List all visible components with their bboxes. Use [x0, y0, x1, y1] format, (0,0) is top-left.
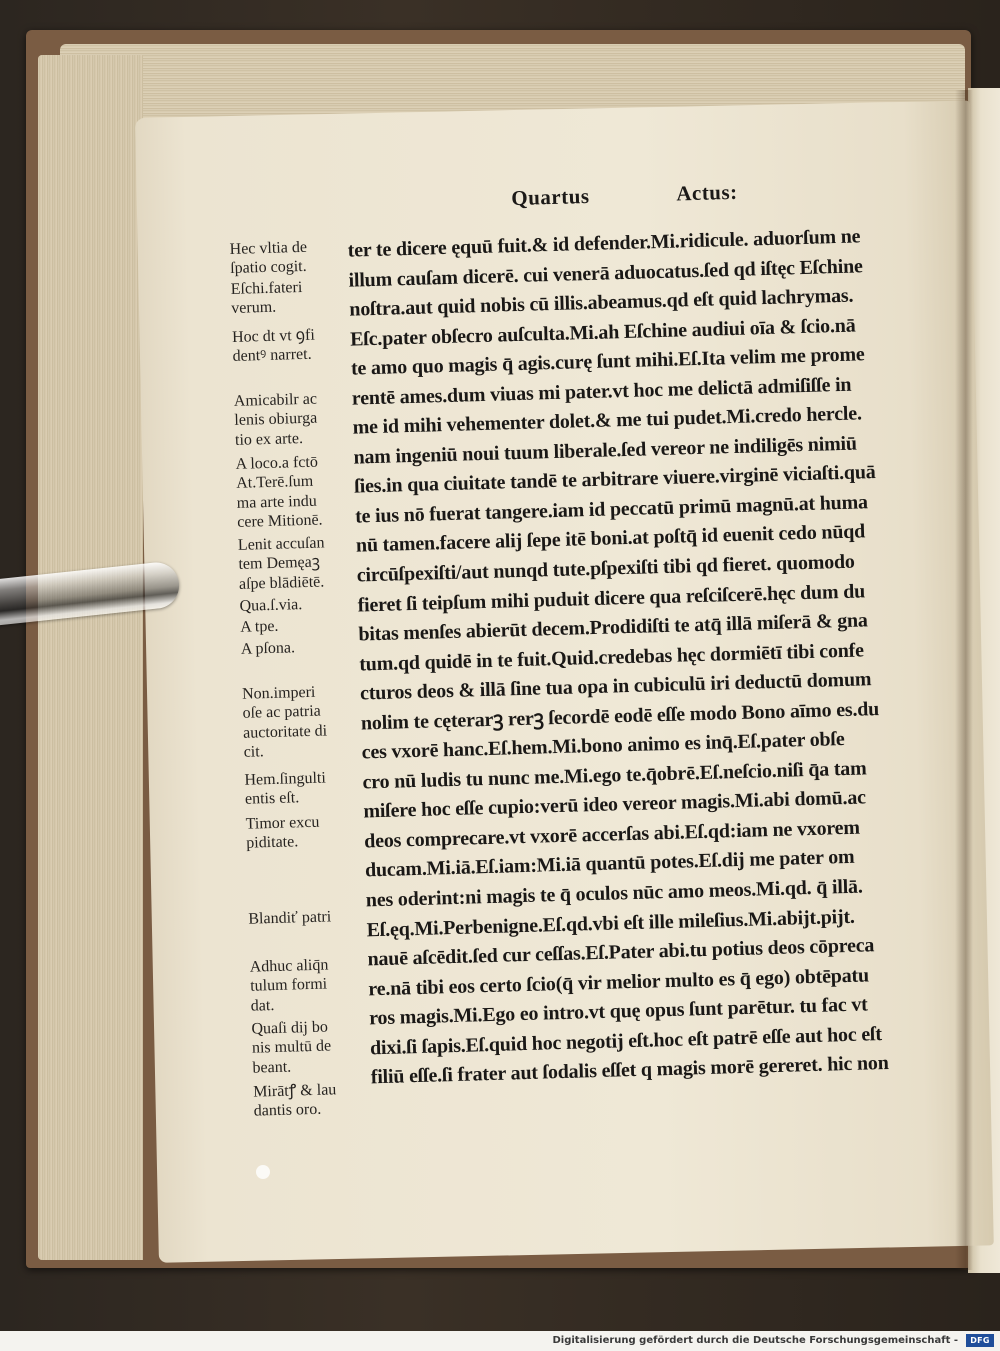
- running-head-left: Quartus: [511, 183, 590, 211]
- gloss: Hem.ſingulti entis eſt.: [244, 769, 327, 809]
- gloss: Blandiť patri: [248, 908, 332, 928]
- gloss: Qua.ſ.via.: [239, 596, 303, 615]
- text-line: noſtra.aut quid nobis cū illis.abeamus.qd eſt quid lachrymas.: [349, 284, 854, 321]
- text-line: ros magis.Mi.Ego eo intro.vt quę opus ſunt parētur. tu fac vt: [368, 993, 868, 1030]
- running-head-right: Actus:: [675, 179, 738, 206]
- text-line: me id mihi vehementer dolet.& me tui pudet.Mi.credo hercle.: [352, 402, 863, 439]
- gloss: Timor excu piditate.: [245, 813, 320, 853]
- text-line: Eſ.ęq.Mi.Perbenigne.Eſ.qd.vbi eſt ille mileſius.Mi.abijt.pijt.: [366, 905, 855, 941]
- gloss: Mirātꝭ & lau dantis oro.: [252, 1081, 337, 1120]
- text-line: miſere hoc eſſe cupio:verū ideo vereor magis.Mi.abi domū.ac: [363, 786, 867, 823]
- page-text-block: [228, 170, 974, 1140]
- dfg-logo-icon: DFG: [966, 1334, 994, 1347]
- text-line: nū tamen.facere alij ſepe itē boni.at poſtq̄ id euenit cedo nūqd: [355, 520, 866, 558]
- main-text-column: [347, 220, 971, 1093]
- text-line: nam ingeniū noui tuum liberale.ſed vereor ne indiligēs nimiū: [353, 432, 858, 469]
- text-line: re.nā tibi eos certo ſcio(q̄ vir melior multo es q̄ ego) obtēpatu: [368, 964, 870, 1001]
- gloss: Hoc dt vt ꝯfi dentꝰ narret.: [231, 326, 316, 366]
- text-line: bitas menſes abierūt decem.Prodidiſti te atq̄ illā miſerā & gna: [358, 609, 868, 646]
- text-line: ducam.Mi.iā.Eſ.iam:Mi.iā quantū potes.Eſ.dij me pater om: [364, 846, 855, 882]
- gloss: Adhuc aliq̄n tulum formi dat.: [249, 956, 329, 1015]
- digitization-credit-bar: [0, 1331, 1000, 1351]
- text-line: dixi.ſi ſapis.Eſ.quid hoc negotij eſt.hoc eſt patrē eſſe aut hoc eſt: [369, 1022, 883, 1060]
- gloss: Hec vltia de ſpatio cogit.: [229, 238, 308, 278]
- text-line: ces vxorē hanc.Eſ.hem.Mi.bono animo es inq̄.Eſ.pater obſe: [361, 728, 845, 764]
- page-fore-edges: [38, 55, 143, 1260]
- text-line: ſies.in qua ciuitate tandē te arbitrare viuere.virginē viciaſti.quā: [354, 461, 876, 498]
- gloss: Non.imperi oſe ac patria auctoritate di cit.: [241, 683, 328, 761]
- gloss: Eſchi.fateri verum.: [230, 278, 303, 318]
- text-line: nes oderint:ni magis te q̄ oculos nūc amo meos.Mi.qd. q̄ illā.: [365, 875, 863, 912]
- text-line: ter te dicere ęquū fuit.& id defender.Mi.ridicule. aduorſum ne: [347, 225, 861, 262]
- paper-hole: [256, 1165, 270, 1179]
- text-line: filiū eſſe.ſi frater aut ſodalis eſſet q magis morē gereret. hic non: [370, 1052, 889, 1089]
- gloss: Lenit accuſan tem Demęaꝫ aſpe blādiētē.: [237, 534, 325, 593]
- text-line: nolim te cęterarꝫ rerꝫ ſecordē eodē eſſe modo Bono aīmo es.du: [360, 697, 880, 735]
- gloss: Quaſi dij bo nis multū de beant.: [251, 1018, 332, 1077]
- text-line: cturos deos & illā ſine tua opa in cubiculū iri deductū domum: [359, 668, 872, 705]
- marginal-glosses: [229, 237, 347, 1120]
- text-line: nauē aſcēdit.ſed cur ceſſas.Eſ.Pater abi.tu potius deos cōpreca: [367, 934, 875, 971]
- text-line: Eſc.pater obſecro auſculta.Mi.ah Eſchine audiui oīa & ſcio.nā: [349, 314, 856, 351]
- text-line: rentē ames.dum viuas mi pater.vt hoc me delictā admiſiſſe in: [351, 373, 852, 410]
- text-line: illum cauſam dicerē. cui venerā aduocatus.ſed qd iſtęc Eſchine: [348, 254, 863, 292]
- text-line: circūſpexiſti/aut nunqd tute.pſpexiſti tibi qd fieret. quomodo: [356, 550, 855, 587]
- gloss: A loco.a fctō At.Terē.ſum ma arte indu cere Mitionē.: [235, 453, 323, 531]
- funding-credit-text: Digitalisierung gefördert durch die Deutsche Forschungsgemeinschaft -: [552, 1335, 958, 1346]
- text-line: fieret ſi teipſum mihi puduit dicere qua reſciſcerē.hęc dum du: [357, 579, 866, 617]
- gloss: Amicabilr ac lenis obiurga tio ex arte.: [233, 390, 318, 449]
- text-line: tum.qd quidē in te fuit.Quid.credebas hęc dormiētī tibi confe: [358, 639, 865, 676]
- text-line: te amo quo magis q̄ agis.curę ſunt mihi.Eſ.Ita velim me prome: [350, 343, 865, 380]
- text-line: deos comprecare.vt vxorē accerſas abi.Eſ.qd:iam ne vxorem: [363, 816, 861, 853]
- text-line: te ius nō fuerat tangere.iam id peccatū primū magnū.at huma: [354, 491, 869, 528]
- gloss: A tpe.: [239, 617, 279, 636]
- text-line: cro nū ludis tu nunc me.Mi.ego te.q̄obrē.Eſ.neſcio.niſi q̄a tam: [362, 757, 867, 794]
- gloss: A pſona.: [240, 639, 296, 658]
